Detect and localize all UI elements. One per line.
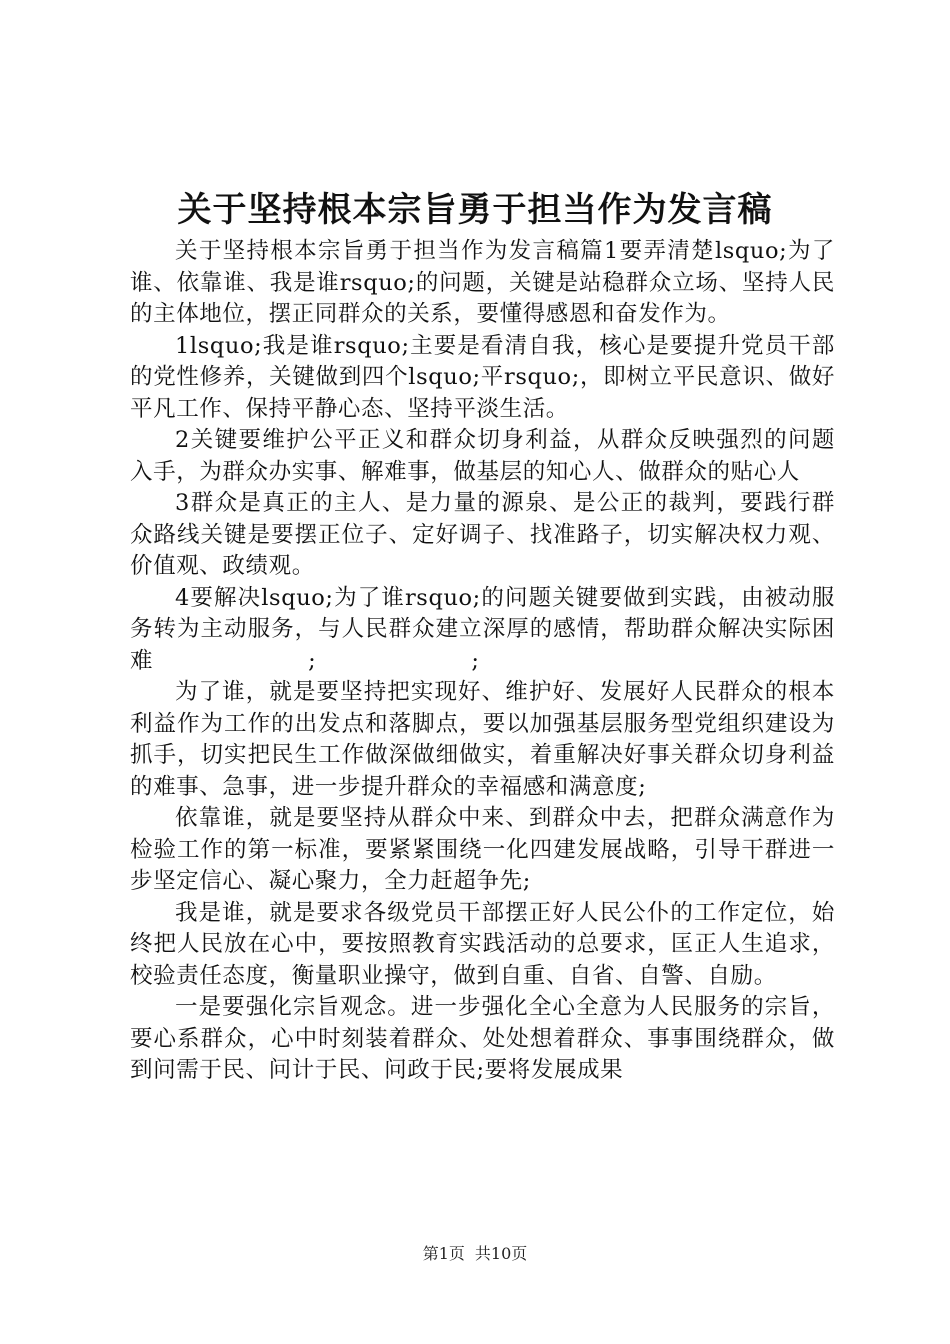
page-total: 共10页 — [474, 1244, 528, 1263]
page-number: 第1页 — [422, 1244, 465, 1263]
paragraph: 依靠谁，就是要坚持从群众中来、到群众中去，把群众满意作为检验工作的第一标准，要紧紧围绕一化四建发展战略，引导干群进一步坚定信心、凝心聚力，全力赶超争先; — [130, 805, 835, 894]
paragraph: 关于坚持根本宗旨勇于担当作为发言稿篇1要弄清楚lsquo;为了谁、依靠谁、我是谁rsquo;的问题，关键是站稳群众立场、坚持人民的主体地位，摆正同群众的关系，要懂得感恩和奋发作为。 — [130, 238, 835, 327]
paragraph: 为了谁，就是要坚持把实现好、维护好、发展好人民群众的根本利益作为工作的出发点和落脚点，要以加强基层服务型党组织建设为抓手，切实把民生工作做深做细做实，着重解决好事关群众切身利益的难事、急事，进一步提升群众的幸福感和满意度; — [130, 679, 835, 800]
paragraph: 一是要强化宗旨观念。进一步强化全心全意为人民服务的宗旨，要心系群众，心中时刻装着群众、处处想着群众、事事围绕群众，做到问需于民、问计于民、问政于民;要将发展成果 — [130, 994, 835, 1083]
paragraph: 2关键要维护公平正义和群众切身利益，从群众反映强烈的问题入手，为群众办实事、解难事，做基层的知心人、做群众的贴心人 — [130, 427, 835, 485]
page-footer — [0, 1243, 950, 1265]
document-body — [130, 236, 835, 1087]
document-title: 关于坚持根本宗旨勇于担当作为发言稿 — [177, 190, 773, 230]
paragraph: 4要解决lsquo;为了谁rsquo;的问题关键要做到实践，由被动服务转为主动服务，与人民群众建立深厚的感情，帮助群众解决实际困难 ; ; — [130, 584, 835, 674]
paragraph: 我是谁，就是要求各级党员干部摆正好人民公仆的工作定位，始终把人民放在心中，要按照教育实践活动的总要求，匡正人生追求，校验责任态度，衡量职业操守，做到自重、自省、自警、自励。 — [130, 899, 835, 989]
paragraph: 3群众是真正的主人、是力量的源泉、是公正的裁判，要践行群众路线关键是要摆正位子、定好调子、找准路子，切实解决权力观、价值观、政绩观。 — [130, 490, 835, 579]
paragraph: 1lsquo;我是谁rsquo;主要是看清自我，核心是要提升党员干部的党性修养，关键做到四个lsquo;平rsquo;，即树立平民意识、做好平凡工作、保持平静心态、坚持平淡生活。 — [130, 332, 835, 422]
